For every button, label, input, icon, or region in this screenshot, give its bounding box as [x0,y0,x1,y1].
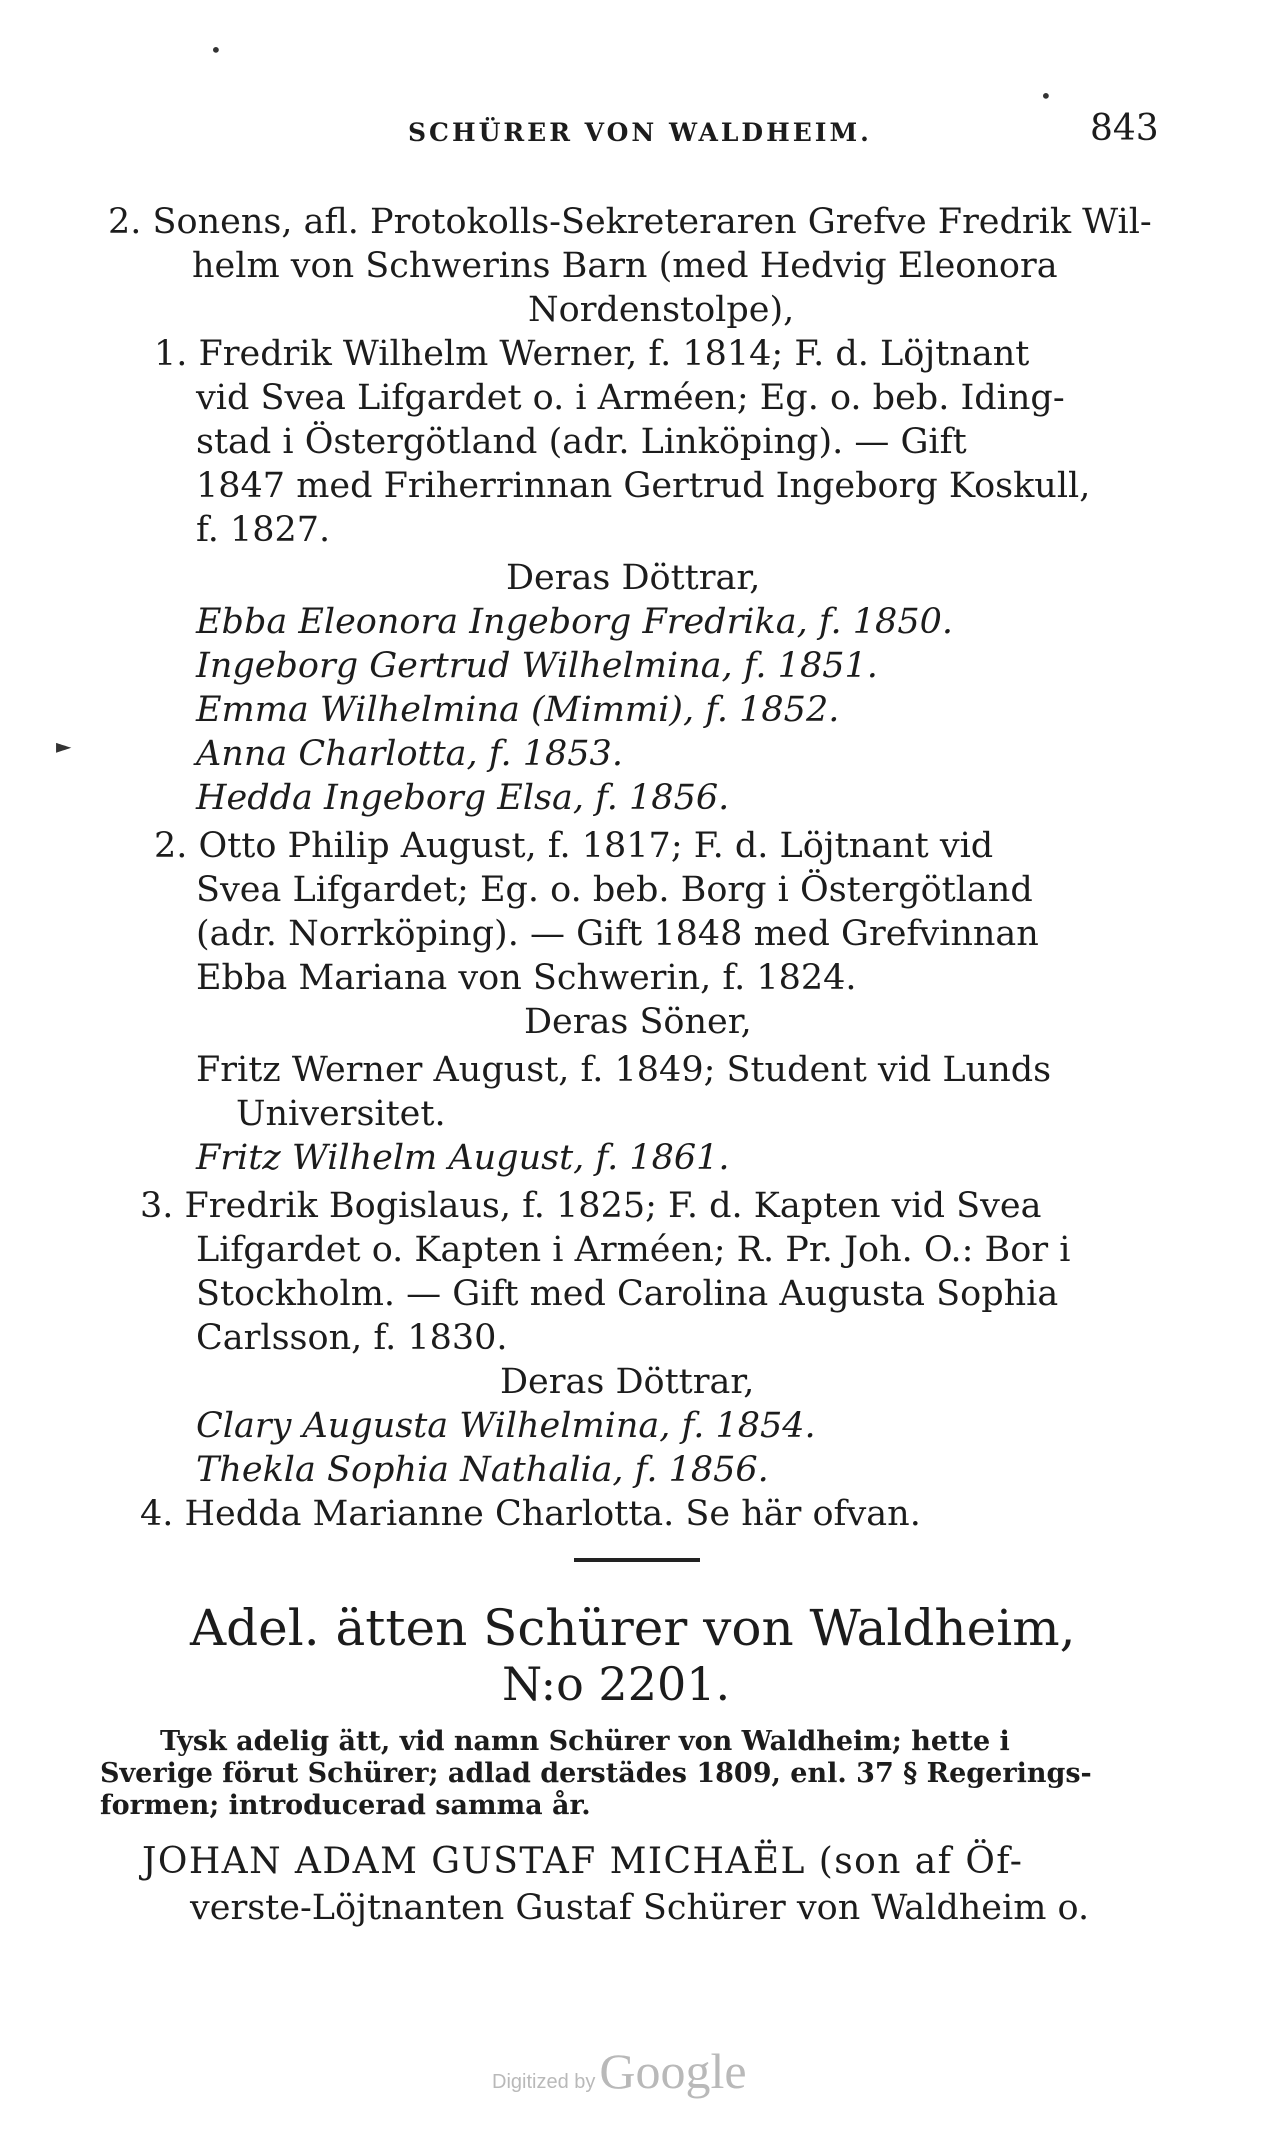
person-line: verste-Löjtnanten Gustaf Schürer von Waldheim o. [190,1888,1090,1928]
speck-mark: • [210,38,222,62]
text-line: Ingeborg Gertrud Wilhelmina, f. 1851. [196,646,878,686]
text-line: Anna Charlotta, f. 1853. [196,734,623,774]
text-line: stad i Östergötland (adr. Linköping). — Gift [196,422,967,462]
section-heading: Adel. ätten Schürer von Waldheim, [190,1599,1076,1657]
text-line: Nordenstolpe), [528,290,795,330]
text-line: 4. Hedda Marianne Charlotta. Se här ofvan. [140,1494,921,1534]
text-line: Universitet. [236,1094,446,1134]
running-title: SCHÜRER VON WALDHEIM. [408,118,872,147]
person-line: JOHAN ADAM GUSTAF MICHAËL (son af Öf- [142,1841,1024,1882]
text-line: Deras Döttrar, [500,1362,755,1402]
text-line: 1847 med Friherrinnan Gertrud Ingeborg Koskull, [196,466,1091,506]
description-line: Sverige förut Schürer; adlad derstädes 1809, enl. 37 § Regerings- [100,1758,1092,1789]
text-line: Deras Söner, [524,1002,752,1042]
text-line: Clary Augusta Wilhelmina, f. 1854. [196,1406,816,1446]
margin-arrow-mark: ► [56,734,72,758]
text-line: helm von Schwerins Barn (med Hedvig Eleonora [192,246,1058,286]
text-line: (adr. Norrköping). — Gift 1848 med Grefvinnan [196,914,1039,954]
section-divider [574,1558,700,1562]
text-line: Emma Wilhelmina (Mimmi), f. 1852. [196,690,840,730]
text-line: 2. Otto Philip August, f. 1817; F. d. Löjtnant vid [154,826,994,866]
text-line: Lifgardet o. Kapten i Arméen; R. Pr. Joh. O.: Bor i [196,1230,1071,1270]
text-line: 3. Fredrik Bogislaus, f. 1825; F. d. Kapten vid Svea [140,1186,1042,1226]
page-number: 843 [1090,108,1159,149]
text-line: Fritz Werner August, f. 1849; Student vid Lunds [196,1050,1052,1090]
description-line: formen; introducerad samma år. [100,1790,591,1821]
text-line: 1. Fredrik Wilhelm Werner, f. 1814; F. d. Löjtnant [154,334,1030,374]
speck-mark: • [1040,84,1052,108]
text-line: Hedda Ingeborg Elsa, f. 1856. [196,778,730,818]
text-line: Fritz Wilhelm August, f. 1861. [196,1138,730,1178]
section-number: N:o 2201. [502,1657,731,1711]
text-line: Ebba Mariana von Schwerin, f. 1824. [196,958,857,998]
digitized-watermark [492,2042,747,2100]
google-logo: Google [599,2043,747,2099]
text-line: Thekla Sophia Nathalia, f. 1856. [196,1450,769,1490]
description-line: Tysk adelig ätt, vid namn Schürer von Waldheim; hette i [160,1726,1010,1757]
text-line: Ebba Eleonora Ingeborg Fredrika, f. 1850. [196,602,953,642]
text-line: vid Svea Lifgardet o. i Arméen; Eg. o. beb. Iding- [196,378,1065,418]
digitized-label: Digitized by [492,2071,596,2093]
text-line: Svea Lifgardet; Eg. o. beb. Borg i Östergötland [196,870,1033,910]
text-line: Carlsson, f. 1830. [196,1318,508,1358]
text-line: 2. Sonens, afl. Protokolls-Sekreteraren Grefve Fredrik Wil- [108,202,1152,242]
text-line: Stockholm. — Gift med Carolina Augusta Sophia [196,1274,1059,1314]
text-line: f. 1827. [196,510,331,550]
text-line: Deras Döttrar, [506,558,761,598]
